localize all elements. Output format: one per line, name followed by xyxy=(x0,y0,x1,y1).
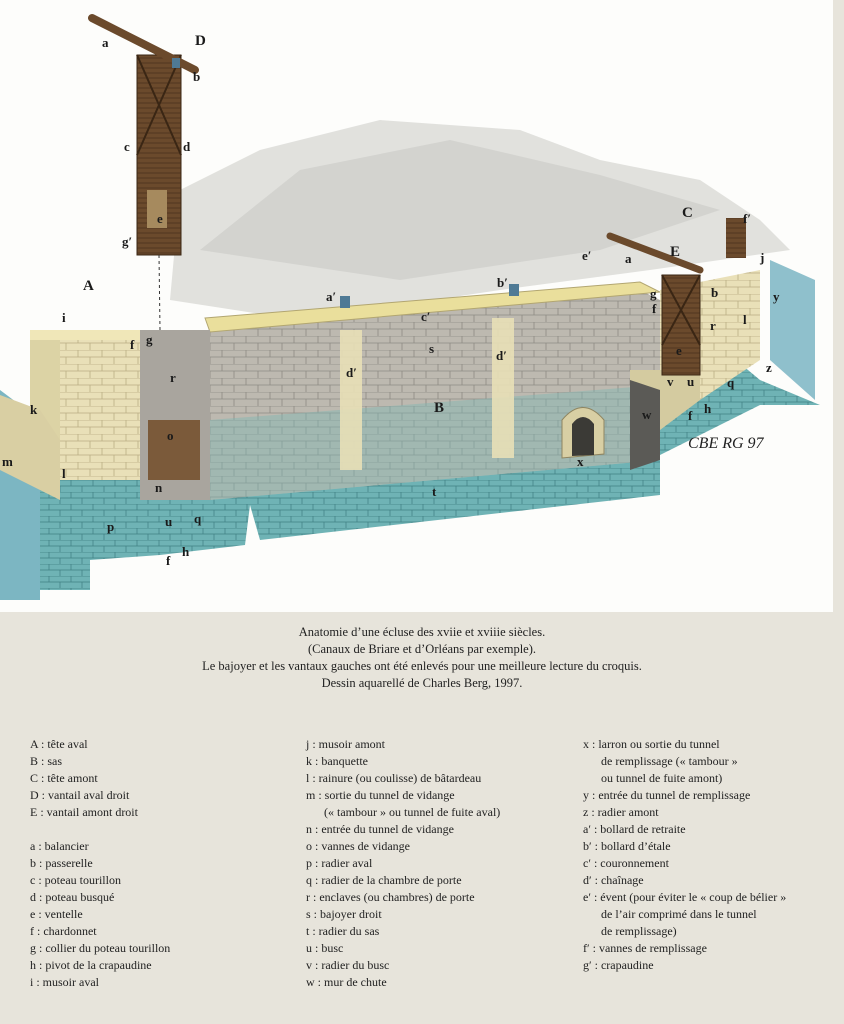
legend-item: g : collier du poteau tourillon xyxy=(30,941,171,955)
label-e-prime: e′ xyxy=(582,248,592,263)
legend-item-continued: de remplissage (« tambour » xyxy=(601,754,738,768)
label-p: p xyxy=(107,519,115,534)
label-f-4: f xyxy=(688,408,693,423)
legend-item: y : entrée du tunnel de remplissage xyxy=(583,788,751,802)
bollard-a-prime xyxy=(340,296,350,308)
label-h: h xyxy=(182,544,190,559)
pivot-line xyxy=(159,255,160,330)
label-e-2: e xyxy=(676,343,682,358)
legend-item: d : poteau busqué xyxy=(30,890,115,904)
caption-line-1: Anatomie d’une écluse des xviie et xviiie siècles. xyxy=(298,625,546,639)
label-x: x xyxy=(577,454,584,469)
caption xyxy=(0,624,844,692)
label-f-3: f xyxy=(166,553,171,568)
label-a: a xyxy=(102,35,109,50)
legend-item: z : radier amont xyxy=(583,805,659,819)
label-d-prime-2: d′ xyxy=(496,348,507,363)
label-c-prime: c′ xyxy=(421,309,431,324)
legend-item: e : ventelle xyxy=(30,907,83,921)
label-d-prime: d′ xyxy=(346,365,357,380)
legend-item: q : radier de la chambre de porte xyxy=(306,873,462,887)
label-c: c xyxy=(124,139,130,154)
chainage-1 xyxy=(340,330,362,470)
label-d: d xyxy=(183,139,191,154)
downstream-head xyxy=(60,330,140,480)
label-g-prime: g′ xyxy=(122,234,133,249)
label-b-prime: b′ xyxy=(497,275,508,290)
bollard-b-prime xyxy=(509,284,519,296)
label-f: f xyxy=(130,337,135,352)
legend-item: e′ : évent (pour éviter le « coup de bélier » xyxy=(583,890,787,904)
legend-item: w : mur de chute xyxy=(306,975,387,989)
label-n: n xyxy=(155,480,163,495)
legend-item: p : radier aval xyxy=(306,856,373,870)
legend-item: x : larron ou sortie du tunnel xyxy=(583,737,720,751)
label-s: s xyxy=(429,341,435,356)
label-u-2: u xyxy=(687,374,695,389)
legend-item: h : pivot de la crapaudine xyxy=(30,958,152,972)
label-y: y xyxy=(773,289,780,304)
gate-upstream xyxy=(662,275,700,375)
legend-column-1 xyxy=(30,736,170,991)
legend-item-continued: de remplissage) xyxy=(601,924,677,938)
label-g: g xyxy=(146,332,153,347)
legend-item: u : busc xyxy=(306,941,344,955)
label-e: e xyxy=(157,211,163,226)
label-z: z xyxy=(766,360,772,375)
label-v: v xyxy=(667,374,674,389)
legend-item: m : sortie du tunnel de vidange xyxy=(306,788,455,802)
legend-item: n : entrée du tunnel de vidange xyxy=(306,822,454,836)
chainage-2 xyxy=(492,318,514,458)
label-j: j xyxy=(760,250,765,265)
label-g-2: g xyxy=(650,286,657,301)
legend-item: v : radier du busc xyxy=(306,958,390,972)
label-u: u xyxy=(165,514,173,529)
legend-item: g′ : crapaudine xyxy=(583,958,654,972)
label-q-2: q xyxy=(727,375,735,390)
water-upstream xyxy=(770,260,815,400)
caption-line-2: (Canaux de Briare et d’Orléans par exemple). xyxy=(307,642,537,656)
caption-line-3: Le bajoyer et les vantaux gauches ont été enlevés pour une meilleure lecture du croquis. xyxy=(202,659,642,673)
label-h-2: h xyxy=(704,401,712,416)
label-C: C xyxy=(682,205,693,221)
legend-item: A : tête aval xyxy=(30,737,88,751)
label-l-2: l xyxy=(743,312,747,327)
label-f-prime: f′ xyxy=(743,211,751,226)
legend-spacer xyxy=(30,821,170,838)
label-A: A xyxy=(83,278,94,294)
label-l: l xyxy=(62,466,66,481)
legend-item: r : enclaves (ou chambres) de porte xyxy=(306,890,475,904)
downstream-coping xyxy=(30,330,140,340)
caption-line-4: Dessin aquarellé de Charles Berg, 1997. xyxy=(321,676,523,690)
label-o: o xyxy=(167,428,174,443)
label-D: D xyxy=(195,33,206,49)
fall-wall xyxy=(630,380,660,470)
legend-column-2 xyxy=(306,736,500,991)
legend-item: j : musoir amont xyxy=(306,737,385,751)
legend-item: f : chardonnet xyxy=(30,924,97,938)
legend-item: c′ : couronnement xyxy=(583,856,669,870)
legend-item: B : sas xyxy=(30,754,63,768)
label-a-2: a xyxy=(625,251,632,266)
label-q: q xyxy=(194,511,202,526)
label-k: k xyxy=(30,402,38,417)
legend-item: i : musoir aval xyxy=(30,975,99,989)
bollard-gate xyxy=(172,58,180,68)
signature: CBE RG 97 xyxy=(688,435,764,452)
legend-item: f′ : vannes de remplissage xyxy=(583,941,707,955)
legend-item: d′ : chaînage xyxy=(583,873,644,887)
legend-item: a′ : bollard de retraite xyxy=(583,822,686,836)
culvert-opening xyxy=(572,417,594,456)
legend-item: b′ : bollard d’étale xyxy=(583,839,671,853)
label-E: E xyxy=(670,244,681,260)
sluice-valves xyxy=(148,420,200,480)
legend-item: o : vannes de vidange xyxy=(306,839,410,853)
legend-item-continued: ou tunnel de fuite amont) xyxy=(601,771,723,785)
legend-item-continued: (« tambour » ou tunnel de fuite aval) xyxy=(324,805,501,819)
legend-item: s : bajoyer droit xyxy=(306,907,382,921)
legend-item-continued: de l’air comprimé dans le tunnel xyxy=(601,907,757,921)
label-f-2: f xyxy=(652,301,657,316)
label-w: w xyxy=(642,407,652,422)
legend-item: a : balancier xyxy=(30,839,89,853)
label-b-2: b xyxy=(711,285,719,300)
legend-item: C : tête amont xyxy=(30,771,98,785)
legend-item: t : radier du sas xyxy=(306,924,380,938)
label-t: t xyxy=(432,484,437,499)
label-B: B xyxy=(434,400,445,416)
label-r: r xyxy=(170,370,176,385)
legend-item: c : poteau tourillon xyxy=(30,873,121,887)
legend-item: D : vantail aval droit xyxy=(30,788,130,802)
label-a-prime: a′ xyxy=(326,289,337,304)
label-b: b xyxy=(193,69,201,84)
legend-item: E : vantail amont droit xyxy=(30,805,138,819)
downstream-floor xyxy=(40,505,250,590)
legend-column-3 xyxy=(583,736,786,974)
label-m: m xyxy=(2,454,13,469)
legend-item: l : rainure (ou coulisse) de bâtardeau xyxy=(306,771,482,785)
legend-item: b : passerelle xyxy=(30,856,93,870)
label-i: i xyxy=(62,310,66,325)
legend-item: k : banquette xyxy=(306,754,368,768)
label-r-2: r xyxy=(710,318,716,333)
